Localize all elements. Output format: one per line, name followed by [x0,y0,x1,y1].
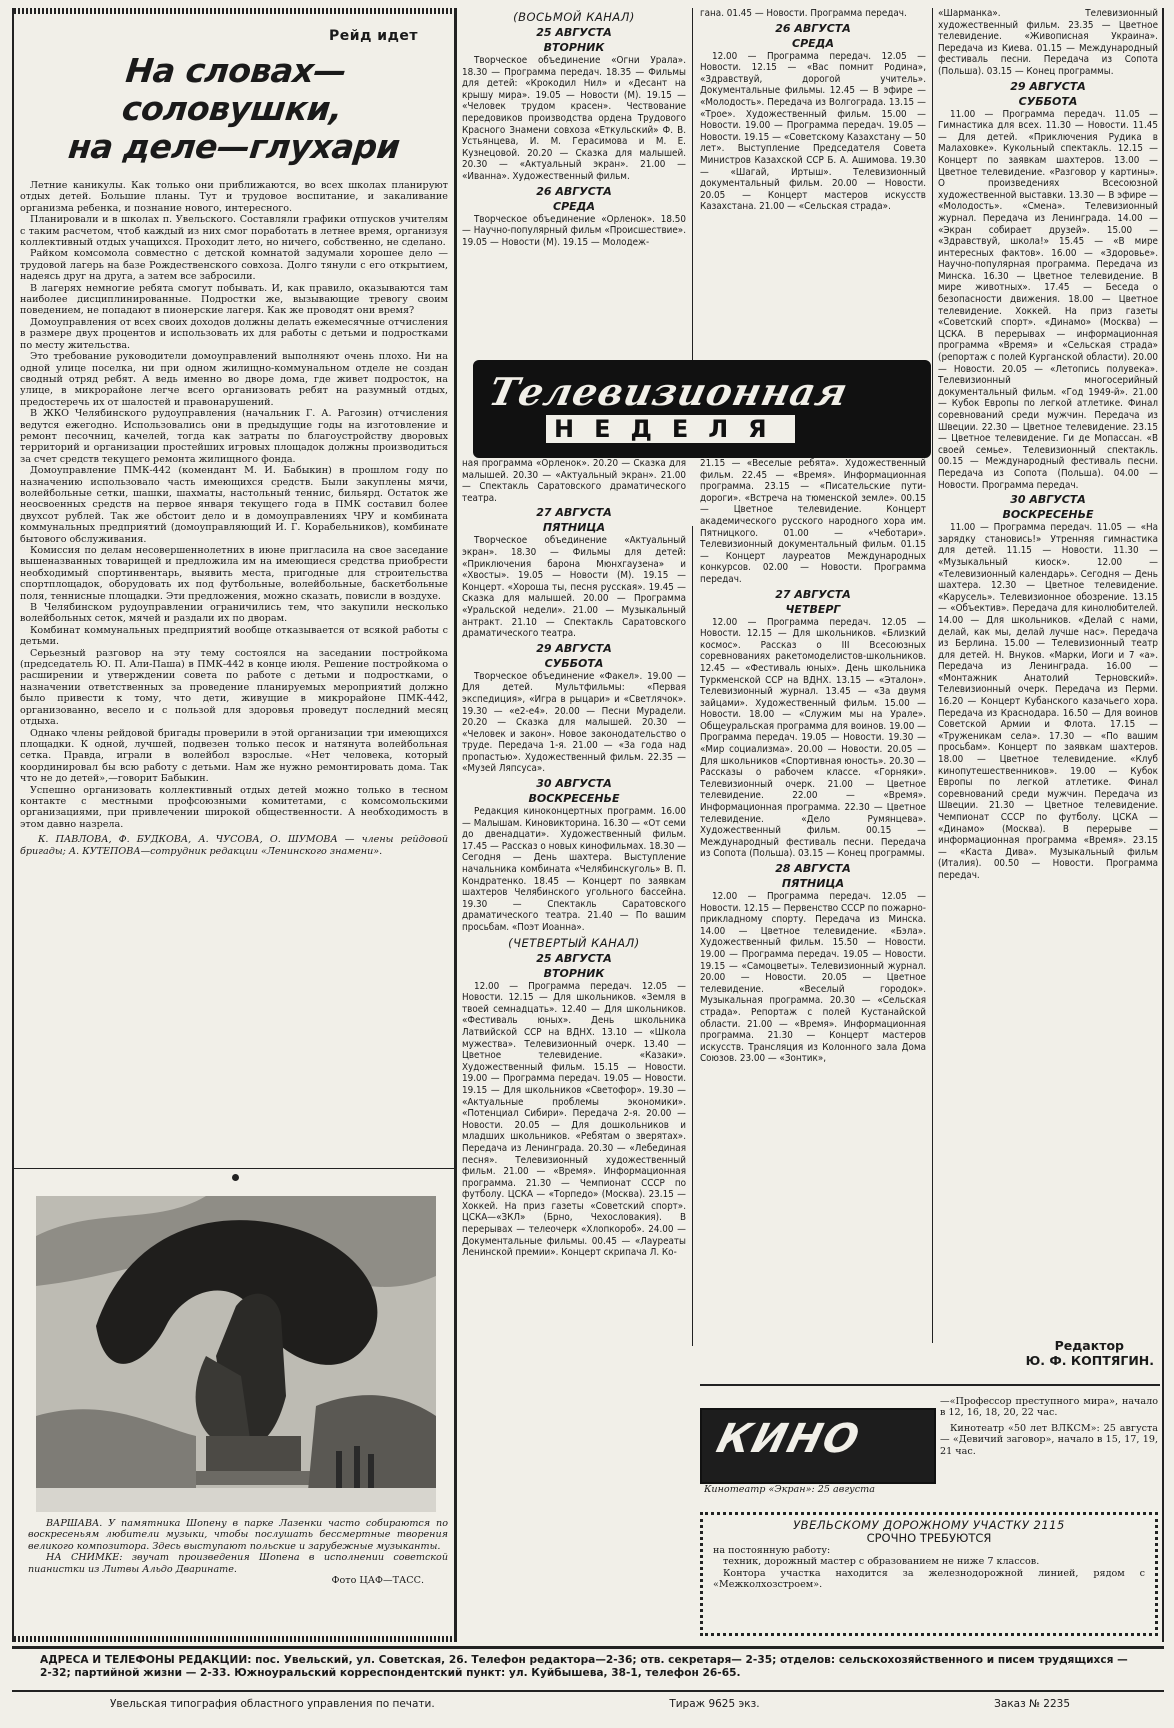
separator-dot [232,1174,239,1181]
tv-day-heading: 30 АВГУСТА [536,777,612,791]
tv-listing-text: Редакция киноконцертных программ. 16.00 — Малышам. Киновикторина. 16.30 — «От семи до двенадцати». Художественный фильм. 17.45 — Рассказ о новых кинофильмах. 18.30 — Сегодня — День шахтера. Выступление начальника комбината «Челябинскуголь» В. П. Кондратенко. 18.45 — Концерт по заявкам шахтеров Челябинского угольного бассейна. 19.30 — Спектакль Саратовского драматического театра. 21.40 — По вашим просьбам. «Поэт Иоанна». [462,806,686,933]
tv-day-heading: ВТОРНИК [543,966,605,980]
editor-block [940,1338,1154,1378]
tv-listing-text: ная программа «Орленок». 20.20 — Сказка для малышей. 20.30 — «Актуальный экран». 21.00 — Спектакль Саратовского драматического театра. [462,458,686,504]
tv-day-heading: ЧЕТВЕРГ [785,602,841,616]
kino-showtimes-2: Кинотеатр «50 лет ВЛКСМ»: 25 августа — «Девичий заговор», начало в 15, 17, 19, 21 час. [940,1422,1158,1457]
article-paragraph: Это требование руководители домоуправлений выполняют очень плохо. Ни на одной улице поселка, ни при одном жилищно-коммунальном отделе не создан сводный отряд ребят. А ведь именно во дворе дома, где живет подросток, на улице, в микрорайоне легче всего организовать ребят на разумный отдых, предостеречь их от шалостей и правонарушений. [20,351,448,408]
article-paragraph: В ЖКО Челябинского рудоуправления (начальник Г. А. Рагозин) отчисления ведутся ежегодно. Использовались они в предыдущие годы на изготовление и ремонт песочниц, качелей, тогда как затраты по благоустройству дворовых территорий и организации простейших игровых площадок должны производиться за счет средств текущего ремонта жилищного фонда. [20,408,448,465]
tv-banner-title: Телевизионная [485,369,853,414]
tv-day-heading: ПЯТНИЦА [542,521,606,535]
tv-column-divider-right [932,8,933,1343]
tv-day-heading: 30 АВГУСТА [1010,493,1086,507]
article [20,28,448,1178]
article-paragraph: В лагерях немногие ребята смогут побывать. И, как правило, оказываются там наиболее дисциплинированные. Подростки же, вызывающие тревогу своим поведением, не попадают в пионерские лагеря. Как же проводят они время? [20,282,448,317]
tv-day-heading: 28 АВГУСТА [775,862,851,875]
tv-col-2-top [700,8,926,353]
bottom-border-dots [14,1636,454,1642]
footer-address: АДРЕСА И ТЕЛЕФОНЫ РЕДАКЦИИ: пос. Увельский, ул. Советская, 26. Телефон редактора—2-36; отв. секретаря— 2-35; отделов: сельскохозяйственного и писем трудящихся — 2-32; партийной жизни — 2-33. Южноуральский корреспондентский пункт: ул. Куйбышева, 38-1, телефон 26-65. [40,1654,1128,1679]
kino-right-text [940,1396,1158,1506]
footer-order: Заказ № 2235 [994,1698,1070,1710]
kino-ekran-label: Кинотеатр «Экран»: 25 августа [704,1484,875,1495]
photo-illustration [36,1196,436,1512]
tv-day-heading: 25 АВГУСТА [536,951,612,965]
article-paragraph: Домоуправление ПМК-442 (комендант М. И. Бабыкин) в прошлом году по назначению использовало часть имеющихся средств. Были закуплены мячи, волейбольные сетки, шашки, шахматы, настольный теннис, бильярд. Остаток же неосвоенных средств на первое января текущего года в ПМК составил более двухсот рублей. Так же обстоит дело и в домоуправлениях ЧРУ и комбината коммунальных предприятий (домоуправляющий И. Г. Корабельников), комбинате бытового обслуживания. [20,465,448,545]
tv-col-2-bottom [700,458,926,1358]
footer-circulation: Тираж 9625 экз. [669,1698,760,1710]
tv-day-heading: 27 АВГУСТА [775,587,851,601]
tv-listing-text: 21.15 — «Веселые ребята». Художественный фильм. 22.45 — «Время». Информационная программа. 23.15 — «Писательские пути-дороги». «Встреча на тюменской земле». 00.15 — Цветное телевидение. Концерт академического русского народного хора им. Пятницкого. 01.00 — «Чеботари». Телевизионный документальный фильм. 01.15 — Концерт лауреатов Международных конкурсов. 02.00 — Новости. Программа передач. [700,458,926,585]
tv-col-3 [938,8,1158,1333]
photo-caption-onsnimke: НА СНИМКЕ: звучат произведения Шопена в исполнении советской пианистки из Литвы Альдо Дваринате. [28,1552,448,1575]
article-body [20,180,448,857]
kino-showtimes-1: —«Профессор преступного мира», начало в 12, 16, 18, 20, 22 час. [940,1396,1158,1419]
tv-listing-text: 12.00 — Программа передач. 12.05 — Новости. 12.15 — Для школьников. «Близкий космос». Рассказ о III Всесоюзных соревнованиях ракетомоделистов-школьников. 12.45 — «Фестиваль юных». День школьника Туркменской ССР на ВДНХ. 13.15 — «Эталон». Телевизионный журнал. 13.45 — «За двумя зайцами». Художественный фильм. 15.00 — Новости. 18.00 — «Служим мы на Урале». Общеуральская программа для воинов. 19.00 — Программа передач. 19.05 — Новости. 19.30 — «Мир социализма». 20.00 — Новости. 20.05 — Для школьников «Спортивная юность». 20.30 — Рассказы о рабочем классе. «Горняки». Телевизионный очерк. 21.00 — Цветное телевидение. 22.00 — «Время». Информационная программа. 22.30 — Цветное телевидение. «Дело Румянцева». Художественный фильм. 00.15 — Международный фестиваль песни. Передача из Сопота (Польша). 03.15 — Конец программы. [700,616,926,860]
kino-logo-box [700,1408,936,1484]
tv-column-divider-lower [692,526,693,1346]
ad-subtitle: СРОЧНО ТРЕБУЮТСЯ [866,1531,992,1545]
ad-title: УВЕЛЬСКОМУ ДОРОЖНОМУ УЧАСТКУ 2115 [793,1518,1065,1532]
tv-listing-text: 11.00 — Программа передач. 11.05 — «На зарядку становись!» Утренняя гимнастика для детей. 11.15 — Новости. 11.30 — «Музыкальный киоск». 12.00 — «Телевизионный календарь». Сегодня — День шахтера. 12.30 — Цветное телевидение. «Карусель». Телевизионное обозрение. 13.15 — «Объектив». Передача для кинолюбителей. 14.00 — Для школьников. «Делай с нами, делай, как мы, делай лучше нас». Передача из Берлина. 15.00 — Телевизионный театр для детей. Н. Внуков. «Марки, Иоги и 7 «а». Передача из Ленинграда. 16.00 — «Монтажник Анатолий Терновский». Телевизионный очерк. Передача из Перми. 16.20 — Концерт Кубанского казачьего хора. Передача из Краснодара. 16.50 — Для воинов Советской Армии и Флота. 17.15 — «Труженикам села». 17.30 — «По вашим просьбам». Концерт по заявкам шахтеров. 18.00 — Цветное телевидение. «Клуб кинопутешественников». 19.00 — Кубок Европы по легкой атлетике. Финал соревнований среди мужчин. Передача из Швеции. 21.30 — Цветное телевидение. Чемпионат СССР по футболу. ЦСКА — «Динамо» (Москва). В перерыве — информационная программа «Время». 23.15 — «Каста Дива». Музыкальный фильм (Италия). 00.50 — Новости. Программа передач. [938,522,1158,881]
tv-listing-text: «Шарманка». Телевизионный художественный фильм. 23.35 — Цветное телевидение. «Живописная Украина». Передача из Киева. 01.15 — Международный фестиваль песни. Передача из Сопота (Польша). 03.15 — Конец программы. [938,8,1158,77]
tv-day-heading: 25 АВГУСТА [536,26,612,39]
article-paragraph: Домоуправления от всех своих доходов должны делать ежемесячные отчисления в размере двух процентов и использовать их для работы с детьми и подростками по месту жительства. [20,316,448,351]
article-signature: К. ПАВЛОВА, Ф. БУДКОВА, А. ЧУСОВА, О. ШУМОВА — члены рейдовой бригады; А. КУТЕПОВА—сотрудник редакции «Ленинского знамени». [20,834,448,857]
ad-line-2: техник, дорожный мастер с образованием не ниже 7 классов. [723,1556,1040,1568]
tv-listing-text: 12.00 — Программа передач. 12.05 — Новости. 12.15 — «Вас помнит Родина», «Здравствуй, дорогой учитель». Документальные фильмы. 12.45 — В эфире — «Молодость». Передача из Волгограда. 13.15 — «Трое». Художественный фильм. 15.00 — Новости. 19.00 — Программа передач. 19.05 — Новости. 19.15 — «Советскому Казахстану — 50 лет». Выступление Председателя Совета Министров Казахской ССР Б. А. Ашимова. 19.30 — «Шагай, Иртыш». Телевизионный документальный фильм. 20.00 — Новости. 20.05 — Концерт мастеров искусств Казахстана. 21.00 — «Сельская страда». [700,50,926,213]
article-paragraph: Райком комсомола совместно с детской комнатой задумали хорошее дело — трудовой лагерь на базе Рождественского совхоза. Долго тянули с его открытием, надеясь друг на друга, а затем все забросили. [20,248,448,283]
tv-listing-text: 12.00 — Программа передач. 12.05 — Новости. 12.15 — Для школьников. «Земля в твоей семнадцать». 12.40 — Для школьников. «Фестиваль юных». День школьника Латвийской ССР на ВДНХ. 13.10 — «Школа мужества». Телевизионный очерк. 13.40 — Цветное телевидение. «Казаки». Художественный фильм. 15.15 — Новости. 19.00 — Программа передач. 19.05 — Новости. 19.15 — Для школьников «Светофор». 19.30 — «Актуальные проблемы экономики». «Потенциал Сибири». Передача 2-я. 20.00 — Новости. 20.05 — Для дошкольников и младших школьников. «Ребятам о зверятах». Передача из Ленинграда. 20.30 — «Лебединая песня». Телевизионный художественный фильм. 21.00 — «Время». Информационная программа. 21.30 — Чемпионат СССР по футболу. ЦСКА — «Торпедо» (Москва). 23.15 — Хоккей. На приз газеты «Советский спорт». ЦСКА—«ЗКЛ» (Брно, Чехословакия). В перерывах — телеочерк «Хлопкороб». 24.00 — Документальные фильмы. 00.45 — «Лауреаты Ленинской премии». Концерт скрипача Л. Ко- [462,980,686,1259]
top-border-dots [14,8,454,14]
tv-day-heading: ВТОРНИК [543,41,605,54]
footer-top-rule [12,1646,1164,1649]
tv-channel-heading: (ВОСЬМОЙ КАНАЛ) [513,10,635,24]
tv-col-1-bottom [462,458,686,1636]
tv-listing-text: Творческое объединение «Факел». 19.00 — Для детей. Мультфильмы: «Первая экспедиция», «Игра в рыцари» и «Светлячок». 19.30 — «е2-е4». 20.00 — Песни Мурадели. 20.20 — Сказка для малышей. 20.30 — «Человек и закон». Новое законодательство о труде. Передача 1-я. 21.00 — «За года над пропастью». Художественный фильм. 22.35 — «Музей Ляпсуса». [462,670,686,775]
kino-logo: КИНО [712,1416,866,1462]
tv-day-heading: 29 АВГУСТА [1010,79,1086,93]
article-end-rule [14,1168,454,1169]
photo-caption-block [28,1518,448,1633]
tv-listing-text: 12.00 — Программа передач. 12.05 — Новости. 12.15 — Первенство СССР по пожарно-прикладному спорту. Передача из Минска. 14.00 — Цветное телевидение. «Бэла». Художественный фильм. 15.50 — Новости. 19.00 — Программа передач. 19.05 — Новости. 19.15 — «Самоцветы». Телевизионный журнал. 20.00 — Новости. 20.05 — Цветное телевидение. «Веселый городок». Музыкальная программа. 20.30 — «Сельская страда». Репортаж с полей Кустанайской области. 21.00 — «Время». Информационная программа. 21.30 — Концерт мастеров искусств. Трансляция из Колонного зала Дома Союзов. 23.00 — «Зонтик», [700,891,926,1065]
footer-printer: Увельская типография областного управления по печати. [110,1698,435,1710]
tv-listing-text: гана. 01.45 — Новости. Программа передач. [700,8,907,19]
tv-day-heading: ВОСКРЕСЕНЬЕ [528,792,620,806]
right-frame-rule [1162,8,1164,1642]
article-paragraph: Успешно организовать коллективный отдых детей можно только в тесном контакте с местными профсоюзными комитетами, с комсомольскими организациями, при привлечении широкой общественности. А необходимость в этом давно назрела. [20,784,448,830]
tv-listing-text: Творческое объединение «Огни Урала». 18.30 — Программа передач. 18.35 — Фильмы для детей: «Крокодил Нил» и «Десант на крышу мира». 19.05 — Новости (М). 19.15 — «Человек трудом красен». Чествование передовиков производства ордена Трудового Красного Знамени совхоза «Еткульский» Ф. В. Устьянцева, И. М. Герасимова и М. Е. Кузнецовой. 20.20 — Сказка для малышей. 20.30 — «Актуальный экран». 21.00 — «Иванна». Художественный фильм. [462,55,686,182]
kino-left-text [704,1484,934,1502]
job-ad [700,1512,1158,1636]
article-paragraph: Серьезный разговор на эту тему состоялся на заседании постройкома (председатель Ю. П. Али-Паша) в ПМК-442 в конце июля. Решение постройкома о расширении и утверждении совета по работе с детьми и подростками, о назначении ответственных за проведение планируемых мероприятий должно было привести к тому, что дети, живущие в микрорайоне ПМК-442, организованно, весело и с пользой для здоровья проведут последний месяц отдыха. [20,647,448,728]
editor-label: Редактор [1054,1338,1124,1353]
article-headline [20,52,448,166]
chopin-monument-photo [36,1196,436,1512]
photo-credit: Фото ЦАФ—ТАСС. [331,1575,424,1587]
editor-name: Ю. Ф. КОПТЯГИН. [1025,1353,1154,1368]
tv-day-heading: 27 АВГУСТА [536,506,612,520]
headline-line-2: на деле—глухари [66,127,402,166]
tv-day-heading: СРЕДА [553,199,595,213]
article-paragraph: Комиссия по делам несовершеннолетних в июне пригласила на свое заседание вышеназванных товарищей и предложила им на имеющиеся средства приобрести необходимый спортинвентарь, выявить места, пригодные для строительства спортплощадок, оборудовать их под футбольные, волейбольные, баскетбольные поля, теннисные площадки. Эти предложения, можно сказать, повисли в воздухе. [20,545,448,602]
tv-listing-text: 11.00 — Программа передач. 11.05 — Гимнастика для всех. 11.30 — Новости. 11.45 — Для детей. «Приключения Рудика в Малаховке». Кукольный спектакль. 12.15 — Концерт по заявкам шахтеров. 13.00 — Цветное телевидение. «Разговор у картины». О произведениях Всесоюзной художественной выставки. 13.30 — В эфире — «Молодость». «Смена». Телевизионный журнал. Передача из Ленинграда. 14.00 — «Экран собирает друзей». 15.00 — «Здравствуй, школа!» 15.45 — «В мире интересных фактов». 16.00 — «Здоровье». Научно-популярная программа. Передача из Минска. 16.30 — Цветное телевидение. В мире животных». 17.45 — Беседа о безопасности движения. 18.00 — Цветное телевидение. Хоккей. На приз газеты «Советский спорт». «Динамо» (Москва) — ЦСКА. В перерывах — информационная программа «Время» и «Сельская страда» (репортаж с полей Курганской области). 20.00 — Новости. 20.05 — «Летопись полувека». Телевизионный многосерийный документальный фильм. «Год 1949-й». 21.00 — Кубок Европы по легкой атлетике. Финал соревнований среди мужчин. Передача из Швеции. 22.30 — Цветное телевидение. 23.15 — Цветное телевидение. Ги де Мопассан. «В своей семье». Телевизионный спектакль. 00.15 — Международный фестиваль песни. Передача из Сопота (Польша). 04.00 — Новости. Программа передач. [938,108,1158,491]
tv-day-heading: ВОСКРЕСЕНЬЕ [1002,508,1094,522]
tv-channel-heading: (ЧЕТВЕРТЫЙ КАНАЛ) [508,935,640,950]
tv-day-heading: СУББОТА [1018,94,1078,108]
tv-day-heading: 29 АВГУСТА [536,641,612,655]
ad-line-3: Контора участка находится за железнодорожной линией, рядом с «Межколхозстроем». [713,1567,1145,1591]
tv-day-heading: 26 АВГУСТА [536,184,612,198]
photo-caption: ВАРШАВА. У памятника Шопену в парке Лазенки часто собираются по воскресеньям любители музыки, чтобы послушать бессмертные творения великого композитора. Здесь выступают польские и зарубежные музыканты. [28,1518,448,1552]
tv-day-heading: 26 АВГУСТА [775,21,851,35]
tv-banner-subtitle: НЕДЕЛЯ [546,415,795,443]
article-paragraph: Летние каникулы. Как только они приближаются, во всех школах планируют отдых детей. Большие планы. Тут и трудовое воспитание, и закаливание организма ребенка, и познание нового, интересного. [20,180,448,214]
article-divider-rule [454,8,457,1642]
tv-week-banner [473,360,931,458]
article-kicker: Рейд идет [329,28,418,44]
footer-bottom-line [110,1698,1070,1710]
headline-line-1: На словах—соловушки, [120,51,349,128]
article-paragraph: В Челябинском рудоуправлении ограничились тем, что закупили несколько волейбольных сеток, мячей и раздали их по дворам. [20,602,448,625]
article-paragraph: Планировали и в школах п. Увельского. Составляли графики отпусков учителям с таким расчетом, чтоб каждый из них смог поработать в летнее время, организуя коллективный отдых учащихся. Проходит лето, но ничего, собственно, не сделано. [20,214,448,249]
tv-day-heading: СУББОТА [544,656,604,670]
tv-listing-text: Творческое объединение «Орленок». 18.50 — Научно-популярный фильм «Происшествие». 19.05 — Новости (М). 19.15 — Молодеж- [462,213,686,248]
article-paragraph: Комбинат коммунальных предприятий вообще отказывается от всякой работы с детьми. [20,624,448,648]
tv-day-heading: СРЕДА [792,36,834,50]
tv-col-1-top [462,8,686,353]
tv-day-heading: ПЯТНИЦА [781,877,845,890]
editor-rule [700,1384,1160,1386]
tv-listing-text: Творческое объединение «Актуальный экран». 18.30 — Фильмы для детей: «Приключения барона Мюнхгаузена» и «Хвосты». 19.05 — Новости (М). 19.15 — Концерт. «Хороша ты, песня русская». 19.45 — Сказка для малышей. 20.00 — Программа «Уральской недели». 21.00 — Музыкальный антракт. 21.10 — Спектакль Саратовского драматического театра. [462,535,686,640]
footer-mid-rule [12,1690,1164,1692]
article-paragraph: Однако члены рейдовой бригады проверили в этой организации три имеющихся площадки. К одной, лучшей, подвезен только песок и натянута волейбольная сетка. Правда, играли в волейбол взрослые. «Нет человека, который координировал бы всю работу с детьми. Нам же нужно ремонтировать дома. Так что не до детей»,—говорит Бабыкин. [20,727,448,785]
left-frame-rule [12,8,14,1642]
ad-line-1: на постоянную работу: [713,1545,831,1556]
